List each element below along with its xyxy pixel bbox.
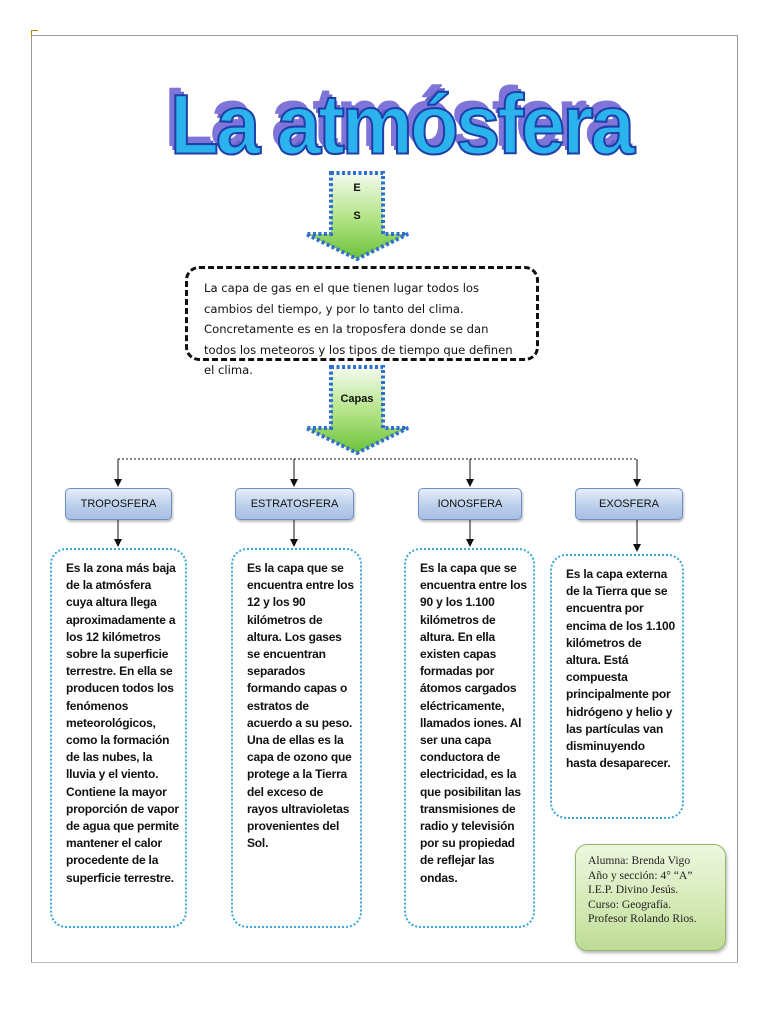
arrow-letter-e: E — [353, 182, 361, 194]
layer-desc-exosfera: Es la capa externa de la Tierra que se encuentra por encima de los 1.100 kilómetros de altura. Está compuesta principalmente por hidrógeno y helio y las partículas van disminuyendo hasta desaparecer. — [550, 554, 684, 819]
layer-desc-ionosfera: Es la capa que se encuentra entre los 90 y los 1.100 kilómetros de altura. En ella existen capas formadas por átomos cargados eléctricamente, llamados iones. Al ser una capa conductora de electricidad, es la que posibilitan las transmisiones de radio y televisión por su propiedad de reflejar las ondas. — [404, 548, 535, 928]
student-course: Curso: Geografía. — [588, 897, 672, 911]
definition-box: La capa de gas en el que tienen lugar todos los cambios del tiempo, y por lo tanto del clima. Concretamente es en la troposfera donde se dan todos los meteoros y los tipos de tiempo que definen el clima. — [185, 266, 539, 361]
student-school: I.E.P. Divino Jesús. — [588, 883, 679, 897]
student-info-card — [575, 844, 726, 951]
page-title: La atmósfera — [170, 77, 632, 172]
arrow-letter-s: S — [353, 210, 361, 222]
student-teacher: Profesor Rolando Rios. — [588, 912, 697, 926]
arrow-label-capas: Capas — [340, 393, 374, 405]
student-section: Año y sección: 4° “A” — [588, 868, 693, 882]
layer-header-estratosfera: ESTRATOSFERA — [235, 488, 354, 520]
layer-header-ionosfera: IONOSFERA — [418, 488, 522, 520]
layer-desc-troposfera: Es la zona más baja de la atmósfera cuya altura llega aproximadamente a los 12 kilómetros sobre la superficie terrestre. En ella se producen todos los fenómenos meteorológicos, como la formación de las nubes, la lluvia y el viento. Contiene la mayor proporción de vapor de agua que permite mantener el calor procedente de la superficie terrestre. — [50, 548, 187, 928]
layer-header-exosfera: EXOSFERA — [575, 488, 683, 520]
layer-desc-estratosfera: Es la capa que se encuentra entre los 12 y los 90 kilómetros de altura. Los gases se encuentran separados formando capas o estratos de acuerdo a su peso. Una de ellas es la capa de ozono que protege a la Tierra del exceso de rayos ultravioletas provenientes del Sol. — [231, 548, 362, 928]
layer-header-troposfera: TROPOSFERA — [65, 488, 172, 520]
student-name: Alumna: Brenda Vigo — [588, 854, 691, 867]
